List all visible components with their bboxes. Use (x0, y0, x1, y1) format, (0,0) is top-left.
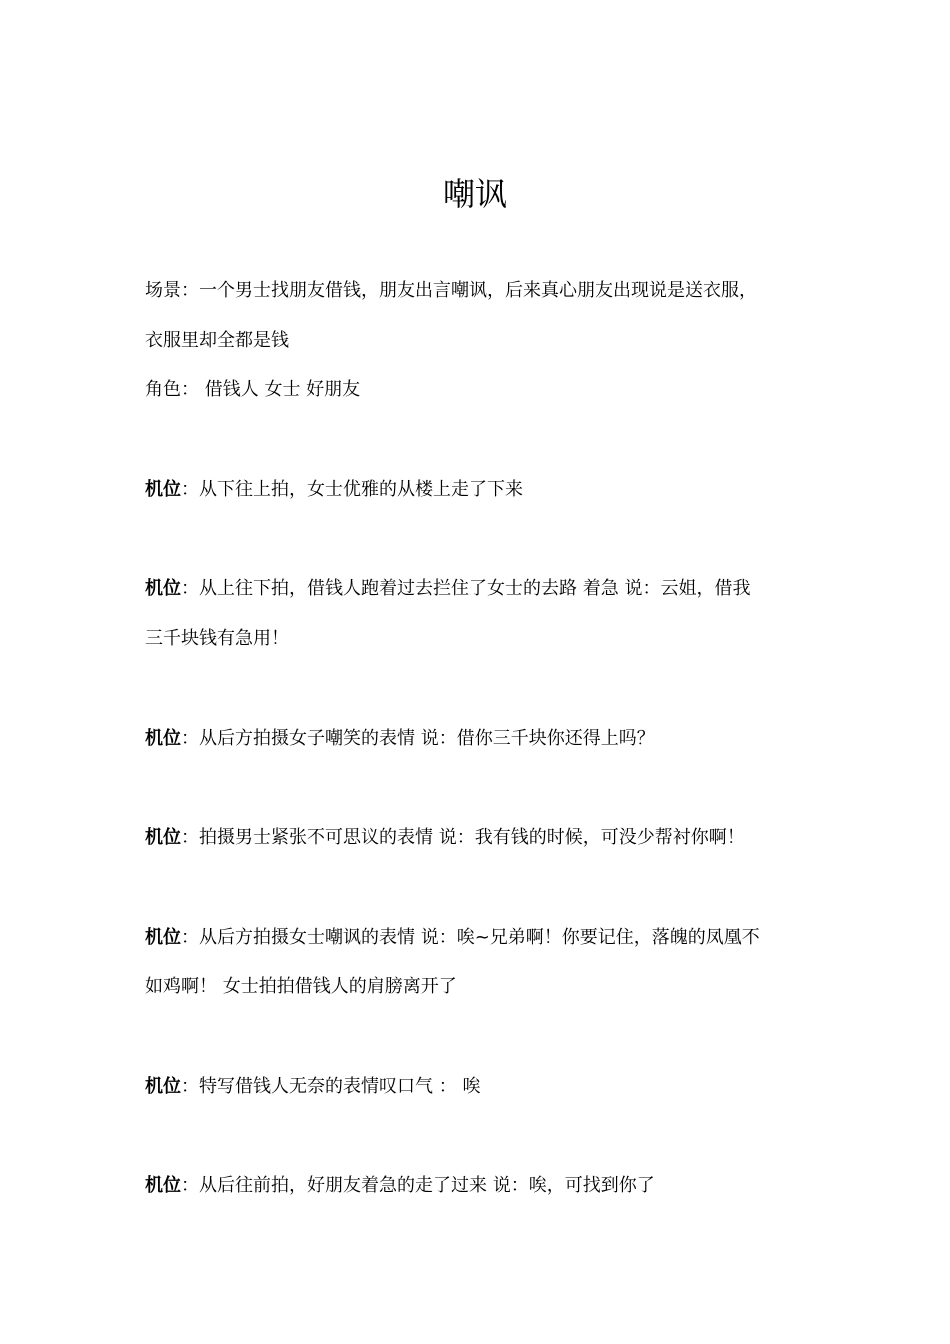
page-title: 嘲讽 (442, 175, 507, 213)
roles-line: 角色： 借钱人 女士 好朋友 (145, 379, 361, 400)
shot-5-continued: 如鸡啊！ 女士拍拍借钱人的肩膀离开了 (145, 976, 457, 997)
shot-6 (145, 1074, 825, 1100)
scene-line-2: 衣服里却全都是钱 (145, 330, 289, 351)
shot-label: 机位 (145, 1175, 181, 1196)
shot-text: ：特写借钱人无奈的表情叹口气 ： 唉 (181, 1076, 481, 1097)
shot-4 (145, 825, 825, 851)
shot-1 (145, 477, 825, 503)
shot-7 (145, 1173, 825, 1199)
shot-label: 机位 (145, 1076, 181, 1097)
shot-text: ：从后往前拍，好朋友着急的走了过来 说：唉，可找到你了 (181, 1175, 655, 1196)
shot-2 (145, 576, 825, 602)
shot-text: ：从后方拍摄女子嘲笑的表情 说：借你三千块你还得上吗？ (181, 728, 655, 749)
shot-text: ：拍摄男士紧张不可思议的表情 说：我有钱的时候，可没少帮衬你啊！ (181, 827, 745, 848)
shot-5 (145, 925, 825, 951)
shot-text: ：从下往上拍，女士优雅的从楼上走了下来 (181, 479, 523, 500)
shot-3 (145, 726, 825, 752)
shot-label: 机位 (145, 927, 181, 948)
shot-label: 机位 (145, 479, 181, 500)
scene-line-1: 场景：一个男士找朋友借钱，朋友出言嘲讽，后来真心朋友出现说是送衣服， (145, 280, 757, 301)
shot-text: ：从上往下拍，借钱人跑着过去拦住了女士的去路 着急 说：云姐，借我 (181, 578, 751, 599)
shot-text: ：从后方拍摄女士嘲讽的表情 说：唉~兄弟啊！你要记住，落魄的凤凰不 (181, 927, 760, 948)
shot-label: 机位 (145, 728, 181, 749)
shot-label: 机位 (145, 578, 181, 599)
shot-label: 机位 (145, 827, 181, 848)
shot-2-continued: 三千块钱有急用！ (145, 628, 289, 649)
